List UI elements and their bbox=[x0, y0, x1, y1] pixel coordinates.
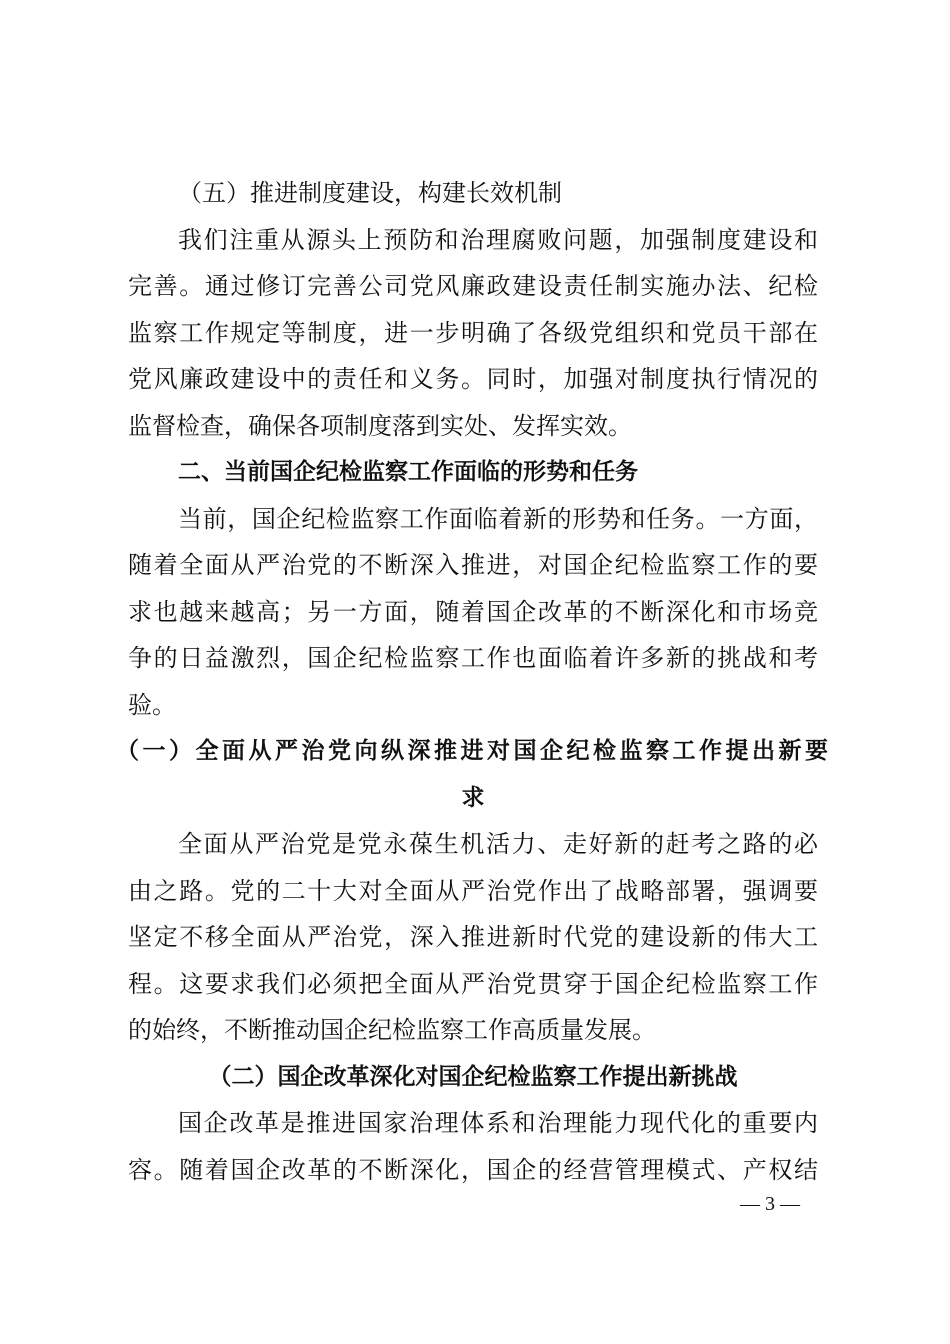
paragraph-line: 争的日益激烈，国企纪检监察工作也面临着许多新的挑战和考 bbox=[128, 644, 818, 672]
part-heading-2: 二、当前国企纪检监察工作面临的形势和任务 bbox=[178, 459, 638, 485]
subsection-heading-1: （一）全面从严治党向纵深推进对国企纪检监察工作提出新要 bbox=[116, 737, 828, 764]
section-heading-5: （五）推进制度建设，构建长效机制 bbox=[178, 179, 562, 207]
paragraph-line: 坚定不移全面从严治党，深入推进新时代党的建设新的伟大工 bbox=[128, 923, 818, 951]
document-body bbox=[116, 170, 828, 1193]
page-number: — 3 — bbox=[740, 1193, 800, 1215]
paragraph-line: 完善。通过修订完善公司党风廉政建设责任制实施办法、纪检 bbox=[128, 272, 818, 300]
subsection-heading-2: （二）国企改革深化对国企纪检监察工作提出新挑战 bbox=[208, 1062, 738, 1090]
paragraph-line: 的始终，不断推动国企纪检监察工作高质量发展。 bbox=[128, 1016, 656, 1044]
paragraph-line: 验。 bbox=[128, 690, 176, 719]
paragraph-line: 求也越来越高；另一方面，随着国企改革的不断深化和市场竞 bbox=[128, 597, 818, 626]
paragraph-line: 由之路。党的二十大对全面从严治党作出了战略部署，强调要 bbox=[128, 876, 818, 905]
paragraph-line: 我们注重从源头上预防和治理腐败问题，加强制度建设和 bbox=[178, 225, 818, 254]
paragraph-line: 当前，国企纪检监察工作面临着新的形势和任务。一方面， bbox=[178, 504, 818, 533]
paragraph-line: 党风廉政建设中的责任和义务。同时，加强对制度执行情况的 bbox=[128, 365, 818, 393]
paragraph-line: 监督检查，确保各项制度落到实处、发挥实效。 bbox=[128, 411, 632, 440]
paragraph-line: 全面从严治党是党永葆生机活力、走好新的赶考之路的必 bbox=[178, 830, 818, 858]
paragraph-line: 监察工作规定等制度，进一步明确了各级党组织和党员干部在 bbox=[128, 318, 818, 347]
paragraph-line: 国企改革是推进国家治理体系和治理能力现代化的重要内 bbox=[178, 1109, 818, 1137]
paragraph-line: 随着全面从严治党的不断深入推进，对国企纪检监察工作的要 bbox=[128, 551, 818, 579]
paragraph-line: 容。随着国企改革的不断深化，国企的经营管理模式、产权结 bbox=[128, 1155, 818, 1184]
subsection-heading-1-continued: 求 bbox=[461, 783, 485, 811]
paragraph-line: 程。这要求我们必须把全面从严治党贯穿于国企纪检监察工作 bbox=[128, 969, 818, 998]
